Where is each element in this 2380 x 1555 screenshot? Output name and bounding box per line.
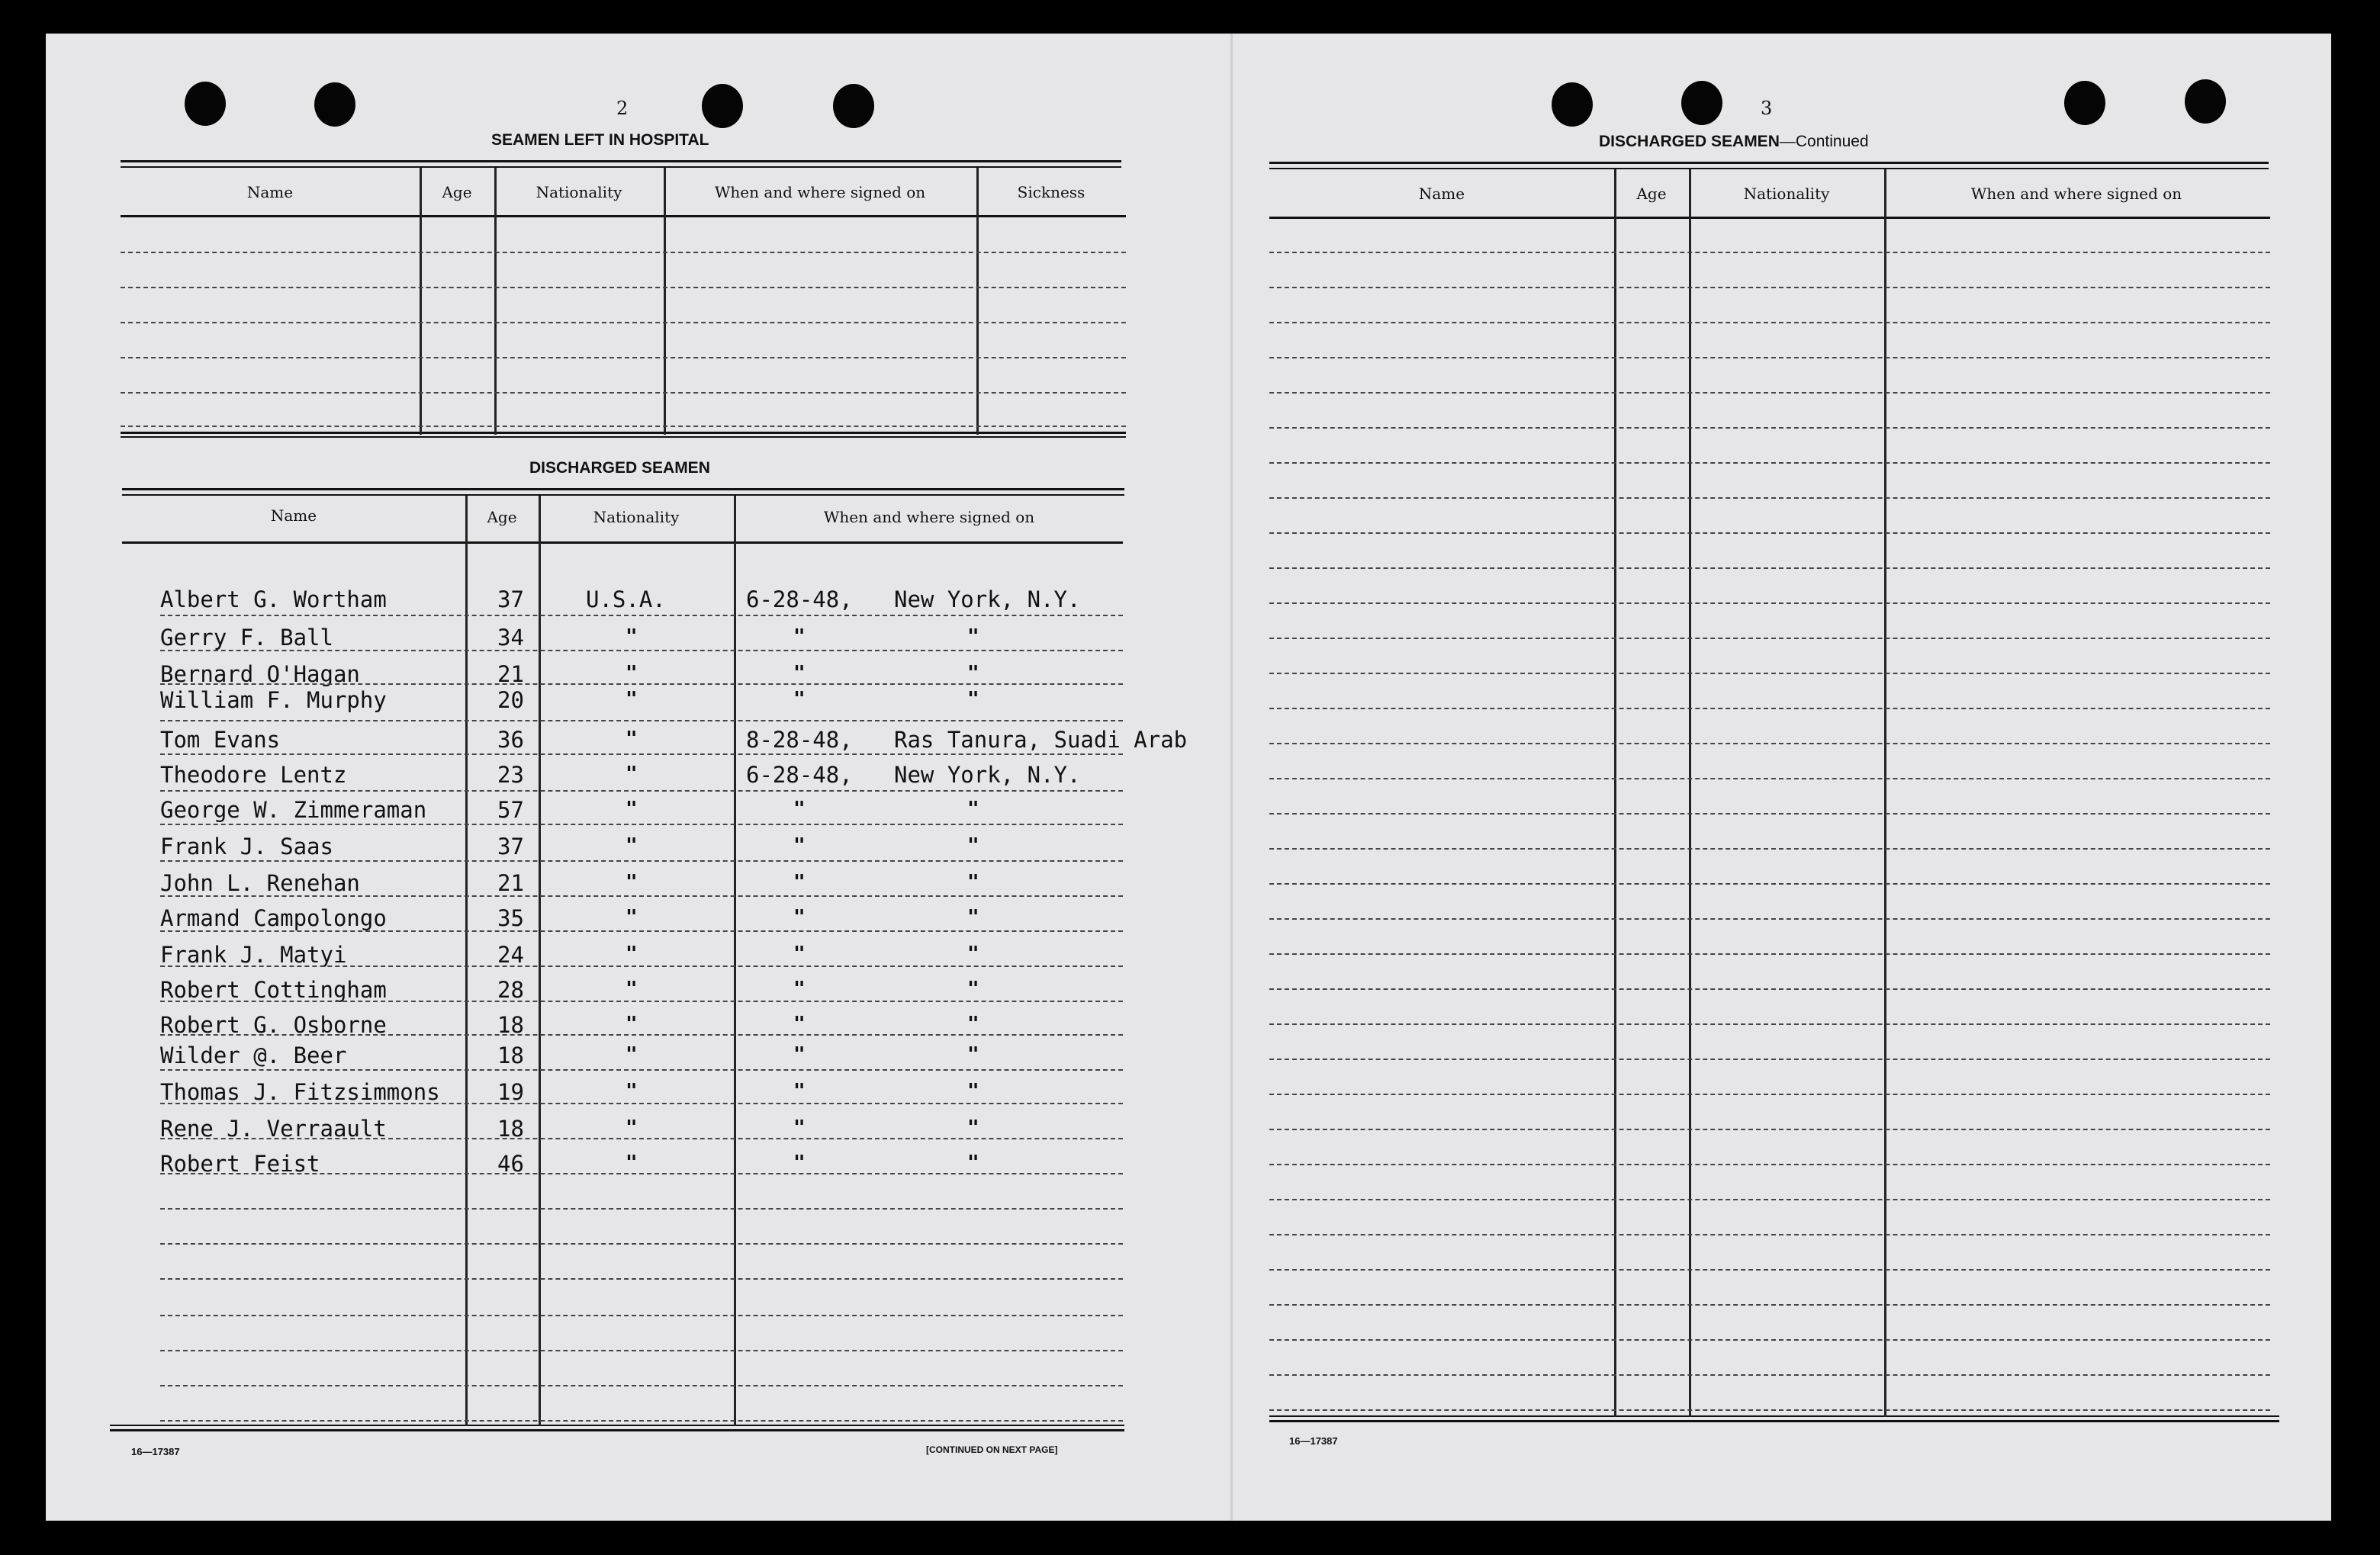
column-header-signed-on: When and where signed on <box>823 508 1035 526</box>
row-line <box>160 1034 1123 1036</box>
table-bottom-rule <box>1269 1420 2279 1422</box>
signed-on-place: New York, N.Y. <box>894 586 1081 612</box>
ditto-mark: " <box>967 834 979 857</box>
punch-hole <box>314 82 355 127</box>
column-header-signed-on: When and where signed on <box>714 183 926 201</box>
row-line <box>160 1420 1123 1422</box>
row-line <box>1269 883 2270 885</box>
ditto-mark: " <box>793 871 806 894</box>
column-header-name: Name <box>246 183 294 201</box>
row-line <box>121 322 1126 323</box>
row-line <box>1269 1199 2270 1200</box>
hospital-section-title: SEAMEN LEFT IN HOSPITAL <box>491 131 709 149</box>
row-line <box>160 1243 1123 1245</box>
seaman-name: Rene J. Verraault <box>160 1116 387 1142</box>
punch-hole <box>2185 79 2226 124</box>
ditto-mark: " <box>626 1116 638 1139</box>
row-line <box>160 1208 1123 1210</box>
row-line <box>1269 287 2270 288</box>
ditto-mark: " <box>793 625 806 648</box>
header-rule <box>121 215 1126 217</box>
seaman-name: Tom Evans <box>160 727 281 753</box>
seaman-age: 24 <box>497 942 524 968</box>
column-divider <box>664 168 666 435</box>
ditto-mark: " <box>793 943 806 965</box>
seaman-name: Wilder @. Beer <box>160 1043 347 1068</box>
ditto-mark: " <box>967 978 979 1001</box>
ditto-mark: " <box>967 943 979 965</box>
row-line <box>160 1069 1123 1071</box>
column-divider <box>420 168 422 435</box>
ditto-mark: " <box>967 1116 979 1139</box>
seaman-age: 28 <box>497 977 524 1003</box>
seaman-age: 23 <box>497 762 524 788</box>
seaman-name: Robert G. Osborne <box>160 1012 387 1038</box>
ditto-mark: " <box>967 871 979 894</box>
title-suffix: —Continued <box>1779 133 1869 150</box>
signed-on-place: Ras Tanura, Suadi Arab <box>894 727 1188 753</box>
table-top-rule <box>122 488 1124 490</box>
column-header-signed-on: When and where signed on <box>1970 185 2182 203</box>
ditto-mark: " <box>967 662 979 685</box>
row-line <box>1269 462 2270 464</box>
ditto-mark: " <box>967 906 979 929</box>
seaman-age: 36 <box>497 727 524 753</box>
row-line <box>160 895 1123 897</box>
ditto-mark: " <box>626 625 638 648</box>
column-header-name: Name <box>1418 185 1465 203</box>
ditto-mark: " <box>967 1080 979 1103</box>
seaman-age: 18 <box>497 1012 524 1038</box>
table-bottom-rule <box>1269 1415 2279 1417</box>
seaman-name: George W. Zimmeraman <box>160 797 427 823</box>
row-line <box>1269 1164 2270 1165</box>
ditto-mark: " <box>793 798 806 821</box>
continued-note: [CONTINUED ON NEXT PAGE] <box>926 1444 1058 1455</box>
row-line <box>160 650 1123 651</box>
page-fold <box>1230 34 1233 1521</box>
seaman-age: 34 <box>497 625 524 651</box>
row-line <box>1269 673 2270 674</box>
row-line <box>160 1173 1123 1174</box>
signed-on-date: 6-28-48, <box>746 586 853 612</box>
seaman-name: Armand Campolongo <box>160 905 387 931</box>
document-sheet <box>46 34 2331 1521</box>
form-number: 16—17387 <box>131 1446 180 1457</box>
row-line <box>160 720 1123 721</box>
punch-hole <box>1552 82 1593 127</box>
row-line <box>1269 778 2270 779</box>
ditto-mark: " <box>626 978 638 1001</box>
row-line <box>121 287 1126 288</box>
row-line <box>160 824 1123 825</box>
seaman-age: 20 <box>497 687 524 713</box>
row-line <box>160 1350 1123 1351</box>
row-line <box>1269 1374 2270 1376</box>
row-line <box>1269 392 2270 394</box>
ditto-mark: " <box>793 834 806 857</box>
row-line <box>1269 1094 2270 1095</box>
row-line <box>160 1315 1123 1316</box>
ditto-mark: " <box>626 1043 638 1066</box>
form-number: 16—17387 <box>1289 1435 1338 1447</box>
row-line <box>1269 1234 2270 1235</box>
column-header-nationality: Nationality <box>593 508 680 526</box>
seaman-name: Frank J. Matyi <box>160 942 347 968</box>
table-top-rule <box>1269 168 2269 169</box>
ditto-mark: " <box>626 1013 638 1036</box>
ditto-mark: " <box>967 625 979 648</box>
seaman-name: Gerry F. Ball <box>160 625 333 651</box>
ditto-mark: " <box>967 1152 979 1174</box>
ditto-mark: " <box>793 1116 806 1139</box>
ditto-mark: " <box>967 688 979 711</box>
row-line <box>1269 638 2270 639</box>
row-line <box>1269 427 2270 429</box>
ditto-mark: " <box>793 1152 806 1174</box>
row-line <box>1269 1339 2270 1341</box>
row-line <box>1269 1269 2270 1271</box>
row-line <box>160 753 1123 755</box>
signed-on-date: 8-28-48, <box>746 727 853 753</box>
ditto-mark: " <box>793 1043 806 1066</box>
column-divider <box>465 496 468 1426</box>
row-line <box>160 1278 1123 1280</box>
row-line <box>160 860 1123 862</box>
row-line <box>1269 848 2270 850</box>
ditto-mark: " <box>626 728 638 750</box>
discharged-section-title: DISCHARGED SEAMEN <box>529 459 710 477</box>
row-line <box>121 426 1126 427</box>
seaman-name: Robert Feist <box>160 1151 320 1177</box>
row-line <box>160 1001 1123 1002</box>
row-line <box>160 615 1123 616</box>
row-line <box>1269 532 2270 534</box>
seaman-age: 18 <box>497 1043 524 1068</box>
punch-hole <box>833 84 874 128</box>
seaman-name: Thomas J. Fitzsimmons <box>160 1079 440 1105</box>
row-line <box>1269 252 2270 253</box>
row-line <box>1269 322 2270 323</box>
seaman-name: Bernard O'Hagan <box>160 661 360 687</box>
punch-hole <box>2064 81 2105 125</box>
seaman-nationality: U.S.A. <box>586 586 666 612</box>
seaman-age: 21 <box>497 661 524 687</box>
row-line <box>160 1385 1123 1386</box>
row-line <box>160 790 1123 792</box>
table-bottom-rule <box>121 432 1126 434</box>
ditto-mark: " <box>626 943 638 965</box>
column-divider <box>976 168 979 435</box>
column-header-age: Age <box>1636 185 1667 203</box>
ditto-mark: " <box>626 688 638 711</box>
seaman-age: 21 <box>497 870 524 896</box>
column-header-age: Age <box>487 508 517 526</box>
row-line <box>1269 813 2270 814</box>
page-number: 2 <box>616 98 629 119</box>
ditto-mark: " <box>793 688 806 711</box>
row-line <box>160 965 1123 967</box>
ditto-mark: " <box>793 978 806 1001</box>
ditto-mark: " <box>626 1080 638 1103</box>
row-line <box>1269 1129 2270 1130</box>
ditto-mark: " <box>626 906 638 929</box>
row-line <box>1269 1059 2270 1060</box>
ditto-mark: " <box>626 871 638 894</box>
seaman-name: John L. Renehan <box>160 870 360 896</box>
table-top-rule <box>121 166 1121 168</box>
column-divider <box>494 168 497 435</box>
row-line <box>1269 988 2270 990</box>
row-line <box>1269 497 2270 499</box>
ditto-mark: " <box>626 1152 638 1174</box>
table-bottom-rule <box>121 436 1126 438</box>
continued-section-title <box>1599 133 1869 151</box>
row-line <box>1269 1409 2270 1411</box>
seaman-age: 46 <box>497 1151 524 1177</box>
row-line <box>1269 1304 2270 1306</box>
column-header-nationality: Nationality <box>1743 185 1830 203</box>
row-line <box>1269 743 2270 744</box>
seaman-age: 35 <box>497 905 524 931</box>
row-line <box>160 683 1123 685</box>
seaman-name: Theodore Lentz <box>160 762 347 788</box>
ditto-mark: " <box>967 798 979 821</box>
row-line <box>1269 708 2270 709</box>
column-header-nationality: Nationality <box>536 183 622 201</box>
row-line <box>1269 953 2270 955</box>
row-line <box>121 252 1126 253</box>
table-top-rule <box>1269 162 2269 164</box>
header-rule <box>122 541 1123 544</box>
seaman-name: Albert G. Wortham <box>160 586 387 612</box>
ditto-mark: " <box>967 1013 979 1036</box>
title-main: DISCHARGED SEAMEN <box>1599 133 1780 150</box>
seaman-age: 19 <box>497 1079 524 1105</box>
punch-hole <box>185 82 226 126</box>
ditto-mark: " <box>793 1080 806 1103</box>
table-bottom-rule <box>110 1429 1124 1431</box>
ditto-mark: " <box>793 906 806 929</box>
seaman-name: Frank J. Saas <box>160 834 333 859</box>
column-header-name: Name <box>270 506 317 525</box>
ditto-mark: " <box>626 662 638 685</box>
signed-on-place: New York, N.Y. <box>894 762 1081 788</box>
column-header-age: Age <box>442 183 472 201</box>
table-top-rule <box>121 160 1121 162</box>
seaman-name: William F. Murphy <box>160 687 387 713</box>
row-line <box>160 1103 1123 1104</box>
signed-on-date: 6-28-48, <box>746 762 853 788</box>
row-line <box>1269 567 2270 569</box>
column-divider <box>539 496 541 1426</box>
row-line <box>1269 1023 2270 1025</box>
row-line <box>121 392 1126 394</box>
row-line <box>160 1138 1123 1139</box>
table-bottom-rule <box>110 1425 1124 1426</box>
seaman-age: 37 <box>497 834 524 859</box>
ditto-mark: " <box>626 798 638 821</box>
header-rule <box>1269 217 2270 219</box>
row-line <box>121 357 1126 358</box>
ditto-mark: " <box>967 1043 979 1066</box>
punch-hole <box>1681 81 1722 125</box>
seaman-age: 37 <box>497 586 524 612</box>
ditto-mark: " <box>626 763 638 786</box>
punch-hole <box>702 84 743 128</box>
page-number: 3 <box>1761 98 1773 119</box>
row-line <box>1269 357 2270 358</box>
seaman-age: 57 <box>497 797 524 823</box>
seaman-age: 18 <box>497 1116 524 1142</box>
seaman-name: Robert Cottingham <box>160 977 387 1003</box>
row-line <box>1269 918 2270 920</box>
ditto-mark: " <box>793 662 806 685</box>
row-line <box>160 930 1123 932</box>
column-header-sickness: Sickness <box>1017 183 1085 201</box>
ditto-mark: " <box>626 834 638 857</box>
column-divider <box>734 496 736 1426</box>
table-top-rule <box>122 494 1124 496</box>
ditto-mark: " <box>793 1013 806 1036</box>
row-line <box>1269 602 2270 604</box>
